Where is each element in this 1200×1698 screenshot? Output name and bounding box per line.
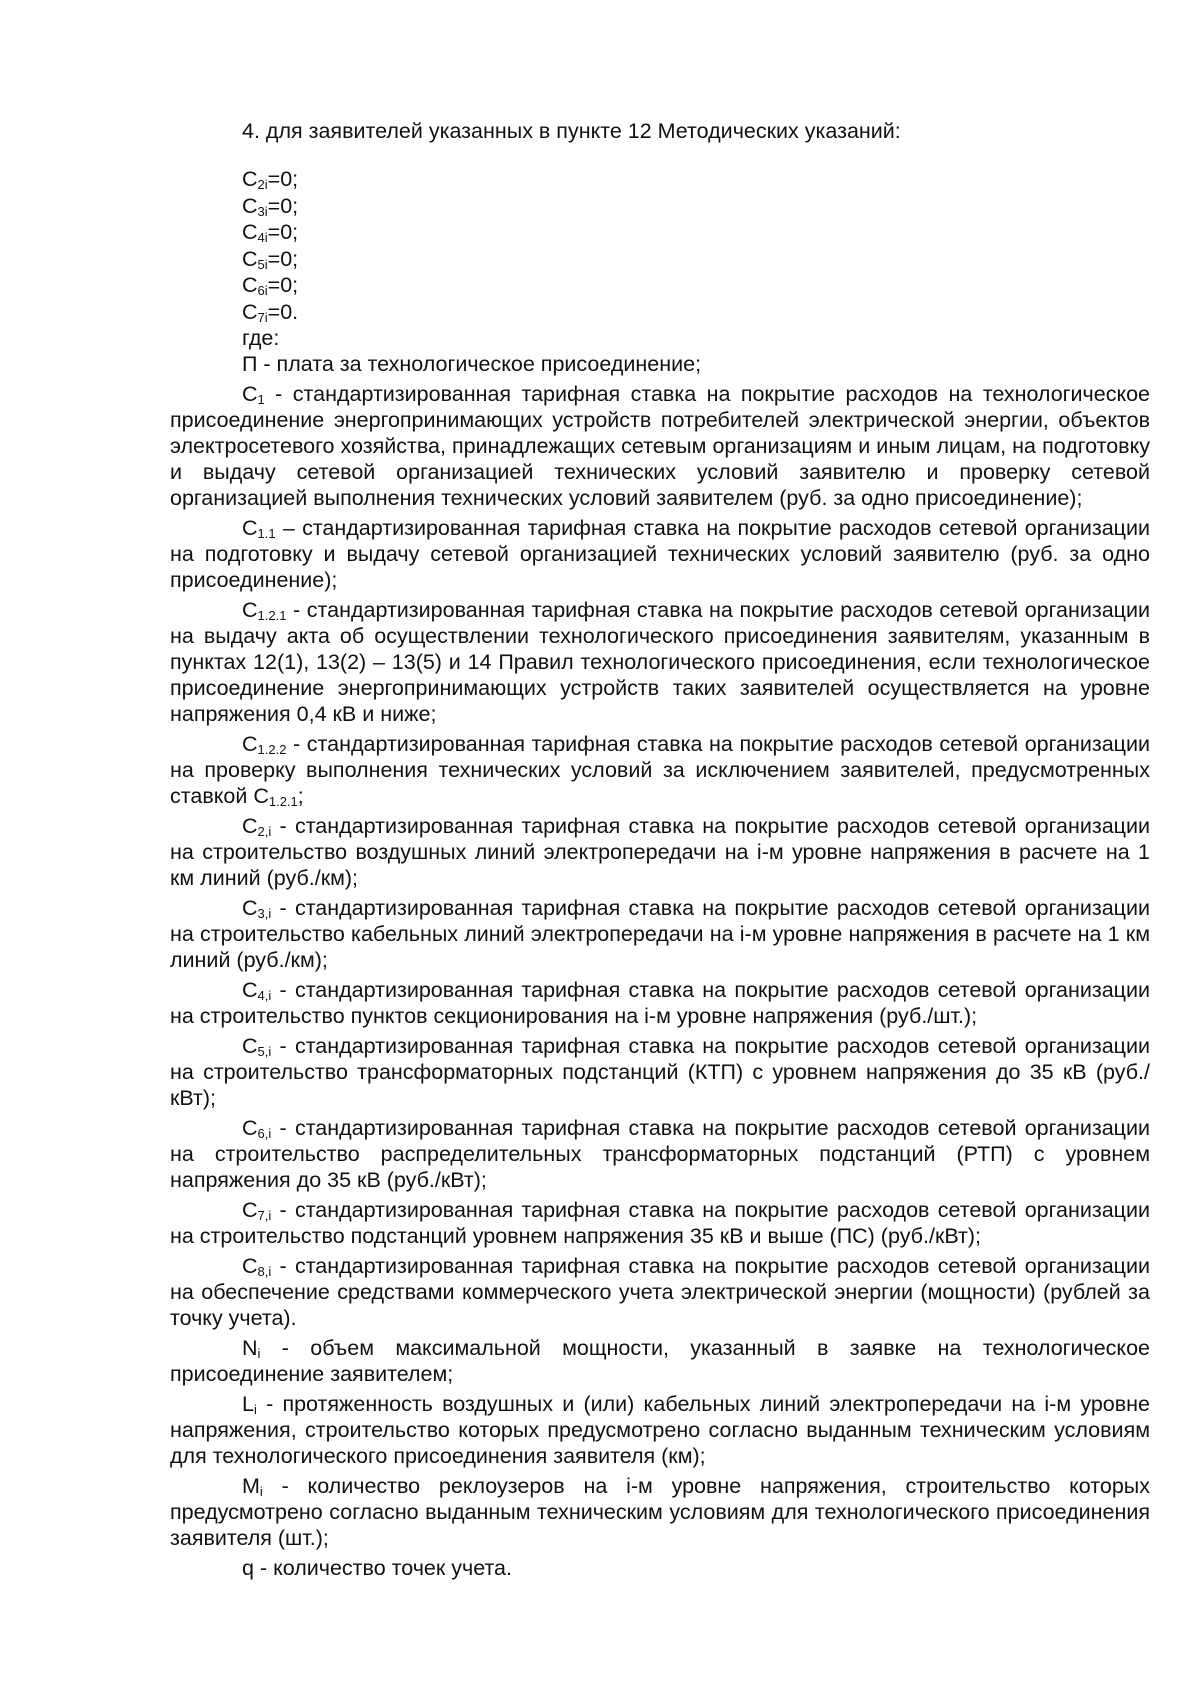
definition-paragraph: $C_{1.2.1}$ - стандартизированная тарифная ставка на покрытие расходов сетевой организации на выдачу акта об осуществлении технологического присоединения заявителям, указанным в пунктах 12(1), 13(2) – 13(5) и 14 Правил технологического присоединения, если технологическое присоединение энергопринимающих устройств таких заявителей осуществляется на уровне напряжения 0,4 кВ и ниже; [170,598,1150,726]
formula-line: $C_{6i}=0$; [242,273,299,298]
definition-paragraph: $C_{1.2.2}$ - стандартизированная тарифная ставка на покрытие расходов сетевой организации на проверку выполнения технических условий за исключением заявителей, предусмотренных ставкой $C_{1.2.1}$; [170,732,1150,809]
formula-line: $C_{4i}=0$; [242,220,299,245]
formula-line: $C_{5i}=0$; [242,246,299,272]
definition-paragraph: $L_i$ - протяженность воздушных и (или) кабельных линий электропередачи на i-м уровне напряжения, строительство которых предусмотрено согласно выданным техническим условиям для технологического присоединения заявителя (км); [170,1392,1150,1468]
definition-paragraph: $C_{6,i}$ - стандартизированная тарифная ставка на покрытие расходов сетевой организации на строительство распределительных трансформаторных подстанций (РТП) с уровнем напряжения до 35 кВ (руб./кВт); [170,1116,1150,1192]
definition-paragraph: $C_{8,i}$ - стандартизированная тарифная ставка на покрытие расходов сетевой организации на обеспечение средствами коммерческого учета электрической энергии (мощности) (рублей за точку учета). [170,1254,1150,1330]
formula-line: $C_{3i}=0$; [242,193,299,219]
definition-paragraph: П - плата за технологическое присоединение; [242,352,702,376]
formula-line: $C_{7i}=0$. [242,299,299,325]
where-label: где: [242,326,280,350]
definition-paragraph: $C_1$ - стандартизированная тарифная ставка на покрытие расходов на технологическое присоединение энергопринимающих устройств потребителей электрической энергии, объектов электросетевого хозяйства, принадлежащих сетевым организациям и иным лицам, на подготовку и выдачу сетевой организацией технических условий заявителю и проверку сетевой организацией выполнения технических условий заявителем (руб. за одно присоединение); [170,382,1150,510]
formula-list [242,166,1150,325]
definition-paragraph: $C_{4,i}$ - стандартизированная тарифная ставка на покрытие расходов сетевой организации на строительство пунктов секционирования на i-м уровне напряжения (руб./шт.); [170,978,1150,1028]
formula-line: $C_{2i}=0$; [242,167,299,192]
definition-paragraph: $C_{1.1}$ – стандартизированная тарифная ставка на покрытие расходов сетевой организации на подготовку и выдачу сетевой организацией технических условий заявителю (руб. за одно присоединение); [170,516,1150,592]
definition-paragraph: $C_{3,i}$ - стандартизированная тарифная ставка на покрытие расходов сетевой организации на строительство кабельных линий электропередачи на i-м уровне напряжения в расчете на 1 км линий (руб./км); [170,896,1150,972]
definition-paragraph: $C_{5,i}$ - стандартизированная тарифная ставка на покрытие расходов сетевой организации на строительство трансформаторных подстанций (КТП) с уровнем напряжения до 35 кВ (руб./кВт); [170,1034,1150,1110]
definition-paragraph: $C_{7,i}$ - стандартизированная тарифная ставка на покрытие расходов сетевой организации на строительство подстанций уровнем напряжения 35 кВ и выше (ПС) (руб./кВт); [170,1198,1150,1248]
definition-paragraph: q - количество точек учета. [242,1556,512,1580]
section-heading: 4. для заявителей указанных в пункте 12 Методических указаний: [242,119,901,143]
definition-paragraph: $M_i$ - количество реклоузеров на i-м уровне напряжения, строительство которых предусмотрено согласно выданным техническим условиям для технологического присоединения заявителя (шт.); [170,1474,1150,1550]
definition-paragraph: $N_i$ - объем максимальной мощности, указанный в заявке на технологическое присоединение заявителем; [170,1336,1150,1386]
definition-paragraph: $C_{2,i}$ - стандартизированная тарифная ставка на покрытие расходов сетевой организации на строительство воздушных линий электропередачи на i-м уровне напряжения в расчете на 1 км линий (руб./км); [170,814,1150,890]
document-body [170,118,1150,1581]
